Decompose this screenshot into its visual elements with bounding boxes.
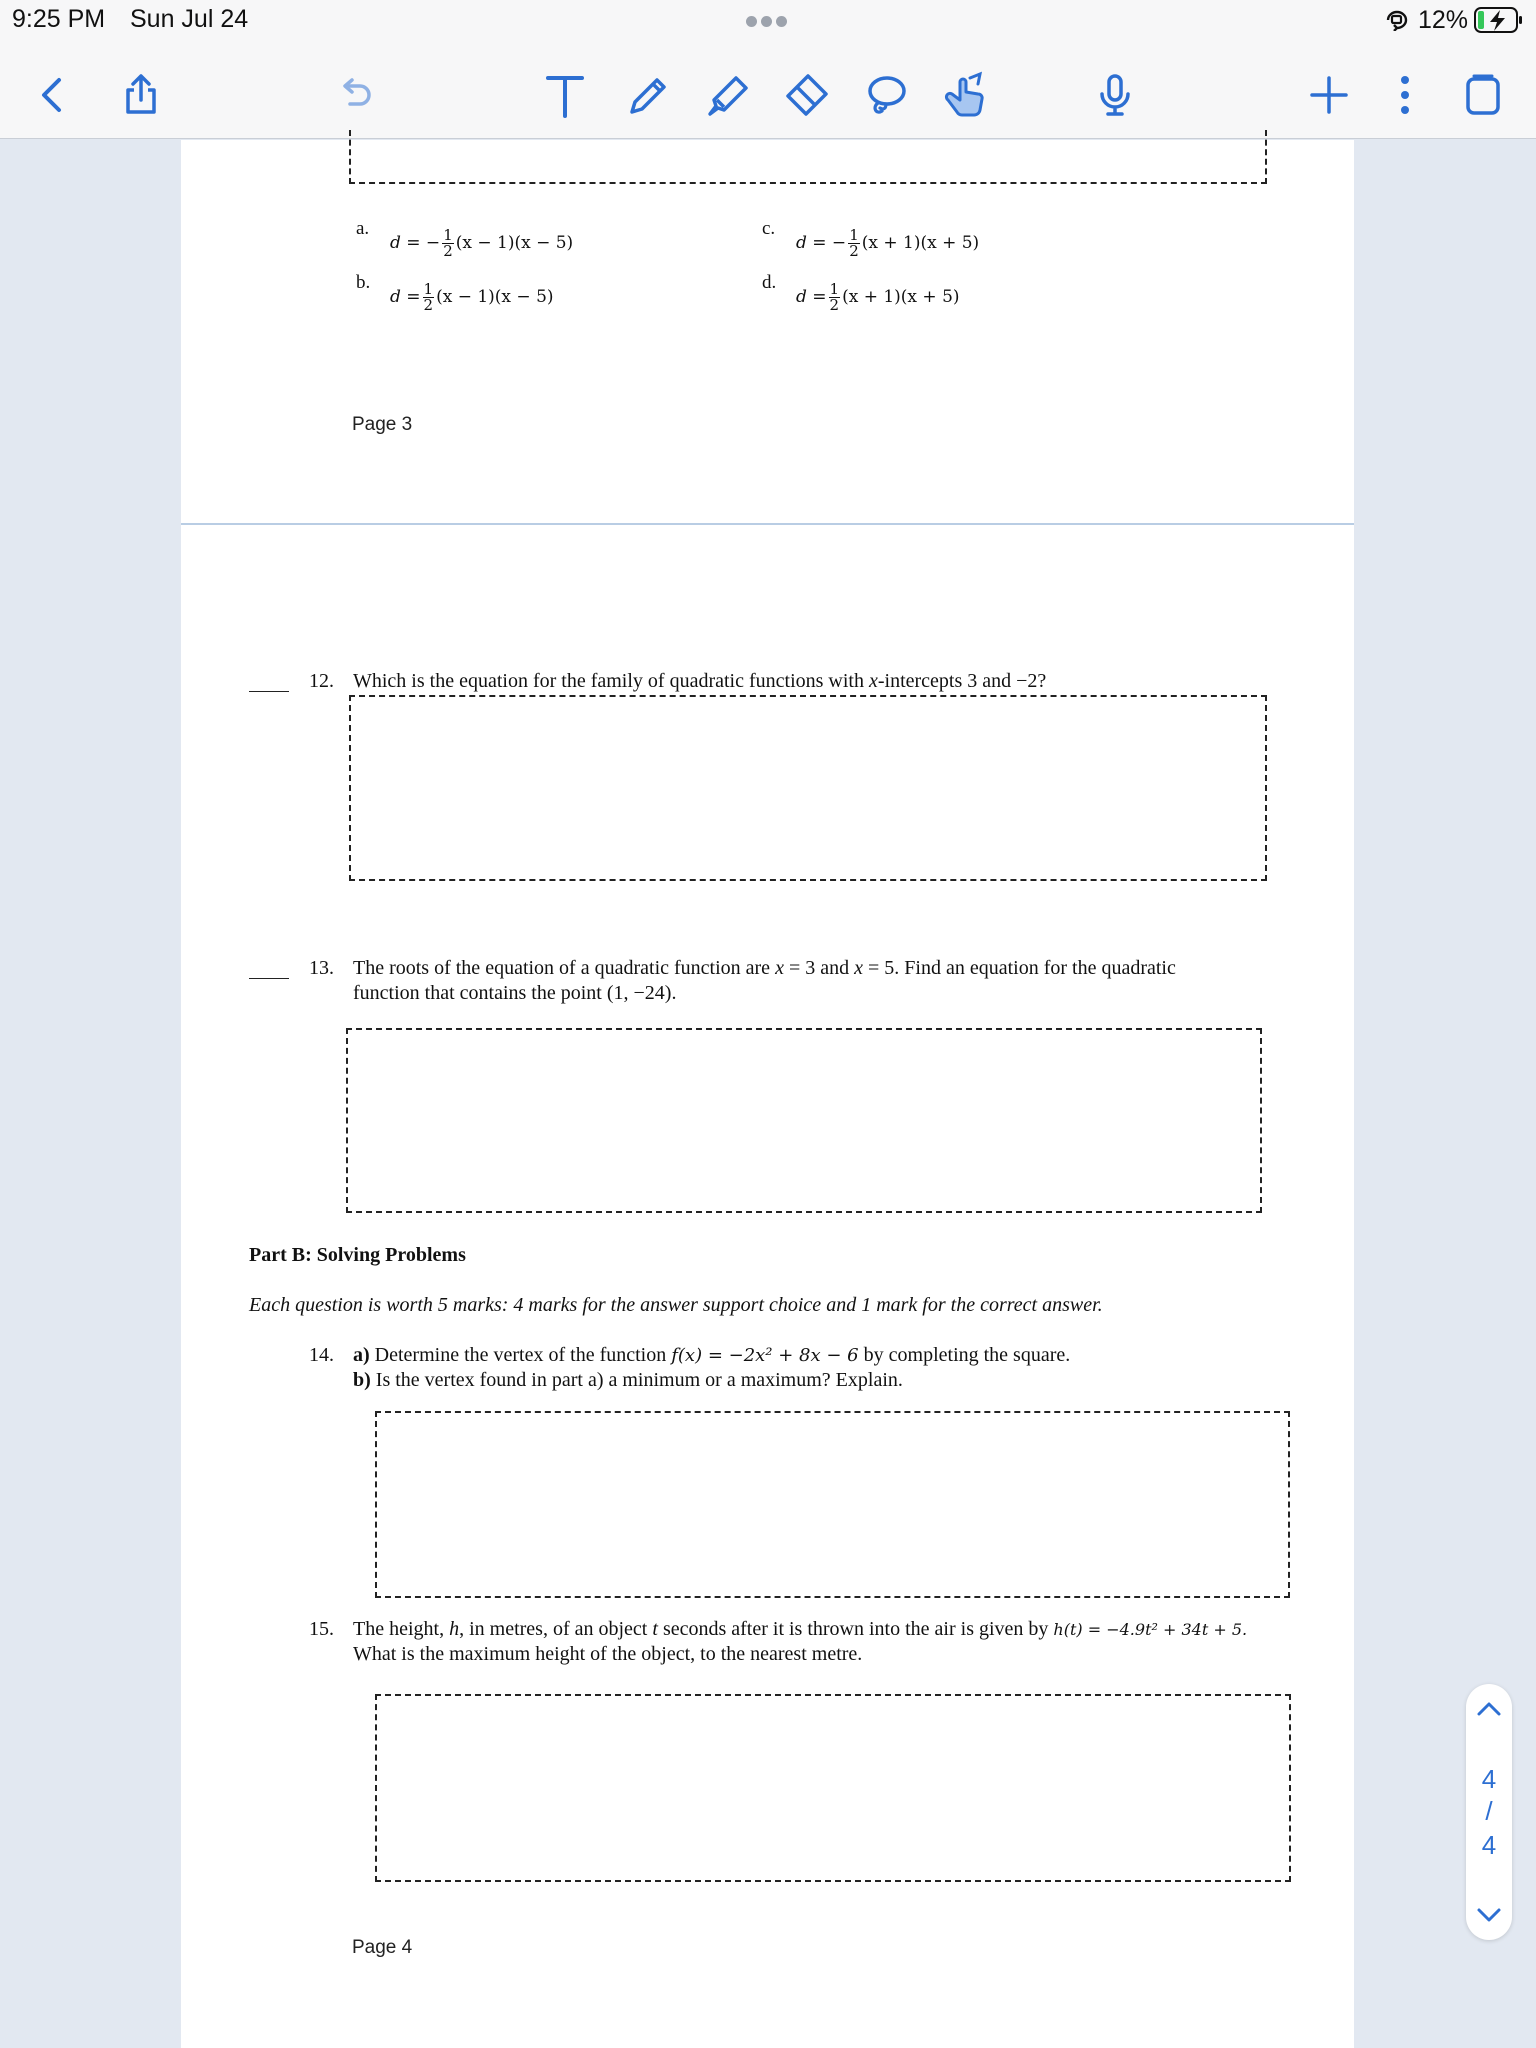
pen-icon[interactable] — [622, 70, 672, 120]
option-d-num: 1 — [829, 280, 840, 298]
status-time: 9:25 PM — [12, 5, 106, 33]
eraser-icon[interactable] — [782, 70, 832, 120]
lasso-icon[interactable] — [860, 70, 910, 120]
q14-part-b: b) Is the vertex found in part a) a minimum or a maximum? Explain. — [353, 1369, 903, 1391]
option-a-equation — [390, 228, 573, 259]
status-date: Sun Jul 24 — [130, 5, 249, 33]
multitasking-dots[interactable] — [746, 14, 792, 28]
pages-icon[interactable] — [1458, 70, 1508, 120]
microphone-icon[interactable] — [1090, 70, 1140, 120]
option-a-den: 2 — [443, 242, 453, 260]
option-a-lead: d = − — [390, 233, 441, 253]
previous-page-icon[interactable] — [1474, 1694, 1504, 1724]
top-bar — [0, 0, 1536, 139]
hand-pointer-icon[interactable] — [940, 70, 990, 120]
option-c-lead: d = − — [796, 233, 847, 253]
option-d-label: d. — [762, 272, 777, 293]
option-d-tail: (x + 1)(x + 5) — [842, 287, 960, 307]
answer-box-q11[interactable] — [349, 130, 1267, 184]
part-b-instructions: Each question is worth 5 marks: 4 marks for the answer support choice and 1 mark for the correct answer. — [249, 1294, 1103, 1316]
option-b-tail: (x − 1)(x − 5) — [436, 287, 554, 307]
option-b-den: 2 — [423, 296, 434, 314]
highlighter-icon[interactable] — [702, 70, 752, 120]
current-page-number: 4 — [1481, 1764, 1497, 1794]
undo-icon[interactable] — [330, 70, 380, 120]
next-page-icon[interactable] — [1474, 1900, 1504, 1930]
option-c-label: c. — [762, 218, 776, 239]
option-b-label: b. — [356, 272, 371, 293]
part-b-heading: Part B: Solving Problems — [249, 1244, 466, 1266]
option-c-equation — [796, 228, 979, 259]
share-icon[interactable] — [116, 70, 166, 120]
option-d-equation — [796, 282, 960, 313]
more-icon[interactable] — [1380, 70, 1430, 120]
battery-charging-icon — [1474, 6, 1524, 34]
page-3-label: Page 3 — [352, 414, 413, 435]
text-tool-icon[interactable] — [540, 70, 590, 120]
page-navigator — [1466, 1684, 1512, 1940]
orientation-lock-icon — [1382, 9, 1412, 31]
page-separator-slash: / — [1485, 1796, 1493, 1826]
answer-box-q12[interactable] — [349, 695, 1267, 881]
answer-blank-q13[interactable] — [249, 978, 289, 979]
option-a-num: 1 — [443, 226, 453, 244]
option-c-num: 1 — [849, 226, 859, 244]
battery-percent: 12% — [1417, 5, 1468, 34]
add-page-icon[interactable] — [1304, 70, 1354, 120]
option-b-lead: d = — [390, 287, 421, 307]
q12-number: 12. — [309, 670, 334, 692]
option-b-num: 1 — [423, 280, 434, 298]
option-c-den: 2 — [849, 242, 859, 260]
q13-line1: The roots of the equation of a quadratic function are x = 3 and x = 5. Find an equation for the quadratic — [353, 957, 1176, 979]
answer-blank-q12[interactable] — [249, 691, 289, 692]
q12-question: Which is the equation for the family of quadratic functions with x-intercepts 3 and −2? — [353, 670, 1047, 692]
option-a-tail: (x − 1)(x − 5) — [455, 233, 574, 253]
page-4-label: Page 4 — [352, 1937, 413, 1958]
option-d-lead: d = — [796, 287, 827, 307]
q13-number: 13. — [309, 957, 334, 979]
option-a-label: a. — [356, 218, 370, 239]
status-right — [1382, 4, 1524, 36]
q15-line2: What is the maximum height of the object, to the nearest metre. — [353, 1643, 863, 1665]
q14-number: 14. — [309, 1344, 334, 1366]
option-c-tail: (x + 1)(x + 5) — [861, 233, 980, 253]
answer-box-q13[interactable] — [346, 1028, 1262, 1213]
answer-box-q14[interactable] — [375, 1411, 1290, 1598]
option-b-equation — [390, 282, 554, 313]
option-d-den: 2 — [829, 296, 840, 314]
q15-line1: The height, h, in metres, of an object t seconds after it is thrown into the air is given by h(t) = −4.9t² + 34t + 5. — [353, 1618, 1248, 1640]
q14-part-a: a) Determine the vertex of the function f(x) = −2x² + 8x − 6 by completing the square. — [353, 1344, 1071, 1366]
answer-box-q15[interactable] — [375, 1694, 1291, 1882]
page-separator — [181, 523, 1354, 525]
q15-number: 15. — [309, 1618, 334, 1640]
q13-line2: function that contains the point (1, −24). — [353, 982, 677, 1004]
back-icon[interactable] — [28, 70, 78, 120]
total-pages-number: 4 — [1481, 1830, 1497, 1860]
